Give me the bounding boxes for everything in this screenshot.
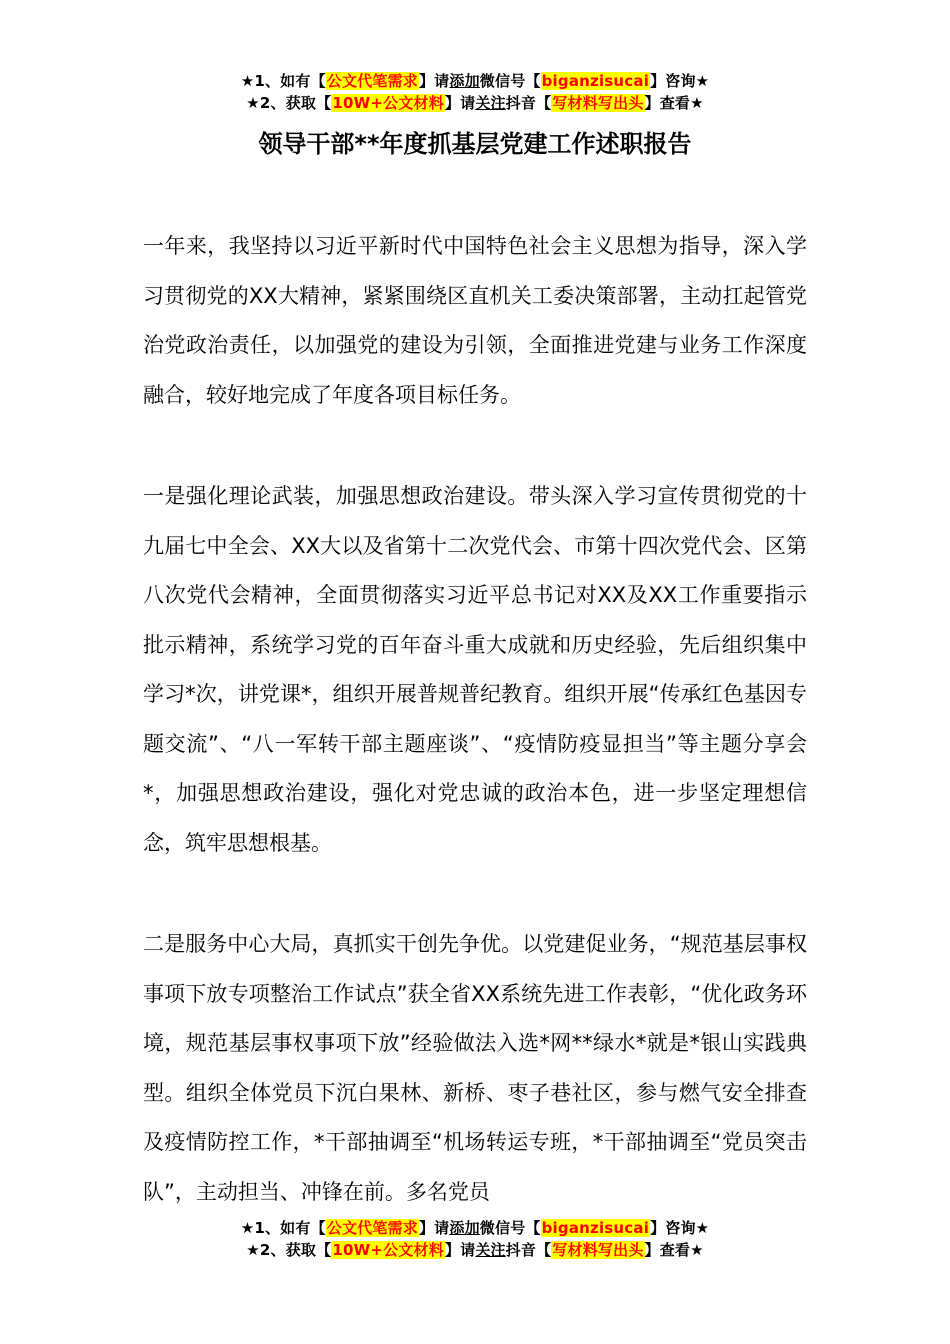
promo-text: 】查看★ bbox=[644, 94, 704, 112]
promo-line-2 bbox=[0, 1239, 950, 1261]
promo-highlight: 写材料写出头 bbox=[552, 94, 644, 112]
promo-highlight: 公文代笔需求 bbox=[326, 72, 418, 90]
promo-text: ★1、如有【 bbox=[240, 1219, 326, 1237]
promo-underlined-text: 添加 bbox=[449, 72, 480, 90]
promo-underlined-text: 添加 bbox=[449, 1219, 480, 1237]
promo-text: 】请 bbox=[444, 1241, 476, 1259]
promo-text: 微信号【 bbox=[479, 1219, 541, 1237]
promo-text: ★1、如有【 bbox=[240, 72, 326, 90]
promo-text: ★2、获取【 bbox=[246, 1241, 332, 1259]
promo-line-1 bbox=[0, 1217, 950, 1239]
promo-highlight: biganzisucai bbox=[541, 72, 650, 90]
promo-text: 】查看★ bbox=[644, 1241, 704, 1259]
document-title: 领导干部**年度抓基层党建工作述职报告 bbox=[258, 130, 692, 158]
promo-highlight: biganzisucai bbox=[541, 1219, 650, 1237]
promo-line-1 bbox=[0, 70, 950, 92]
promo-banner-top bbox=[0, 70, 950, 114]
promo-text: 】请 bbox=[418, 72, 450, 90]
promo-text: 】请 bbox=[444, 94, 476, 112]
promo-underlined-text: 关注 bbox=[475, 1241, 506, 1259]
promo-text: 】咨询★ bbox=[650, 72, 710, 90]
promo-text: 微信号【 bbox=[479, 72, 541, 90]
promo-text: 抖音【 bbox=[505, 1241, 552, 1259]
promo-text: 抖音【 bbox=[505, 94, 552, 112]
promo-text: 】请 bbox=[418, 1219, 450, 1237]
promo-underlined-text: 关注 bbox=[475, 94, 506, 112]
document-body bbox=[143, 222, 807, 1269]
promo-text: 】咨询★ bbox=[650, 1219, 710, 1237]
paragraph-point-2: 二是服务中心大局，真抓实干创先争优。以党建促业务，“规范基层事权事项下放专项整治工作试点”获全省XX系统先进工作表彰，“优化政务环境，规范基层事权事项下放”经验做法入选*网**绿水*就是*银山实践典型。组织全体党员下沉白果林、新桥、枣子巷社区，参与燃气安全排查及疫情防控工作，*干部抽调至“机场转运专班，*干部抽调至“党员突击队”，主动担当、冲锋在前。多名党员 bbox=[143, 932, 807, 1204]
promo-text: ★2、获取【 bbox=[246, 94, 332, 112]
paragraph-intro: 一年来，我坚持以习近平新时代中国特色社会主义思想为指导，深入学习贯彻党的XX大精神，紧紧围绕区直机关工委决策部署，主动扛起管党治党政治责任，以加强党的建设为引领，全面推进党建与业务工作深度融合，较好地完成了年度各项目标任务。 bbox=[143, 234, 807, 407]
paragraph-point-1: 一是强化理论武装，加强思想政治建设。带头深入学习宣传贯彻党的十九届七中全会、XX大以及省第十二次党代会、市第十四次党代会、区第八次党代会精神，全面贯彻落实习近平总书记对XX及XX工作重要指示批示精神，系统学习党的百年奋斗重大成就和历史经验，先后组织集中学习*次，讲党课*，组织开展普规普纪教育。组织开展“传承红色基因专题交流”、“八一军转干部主题座谈”、“疫情防疫显担当”等主题分享会*，加强思想政治建设，强化对党忠诚的政治本色，进一步坚定理想信念，筑牢思想根基。 bbox=[143, 484, 807, 855]
promo-highlight: 10W+公文材料 bbox=[332, 94, 444, 112]
promo-highlight: 公文代笔需求 bbox=[326, 1219, 418, 1237]
promo-line-2 bbox=[0, 92, 950, 114]
promo-banner-bottom bbox=[0, 1217, 950, 1261]
promo-highlight: 写材料写出头 bbox=[552, 1241, 644, 1259]
promo-highlight: 10W+公文材料 bbox=[332, 1241, 444, 1259]
